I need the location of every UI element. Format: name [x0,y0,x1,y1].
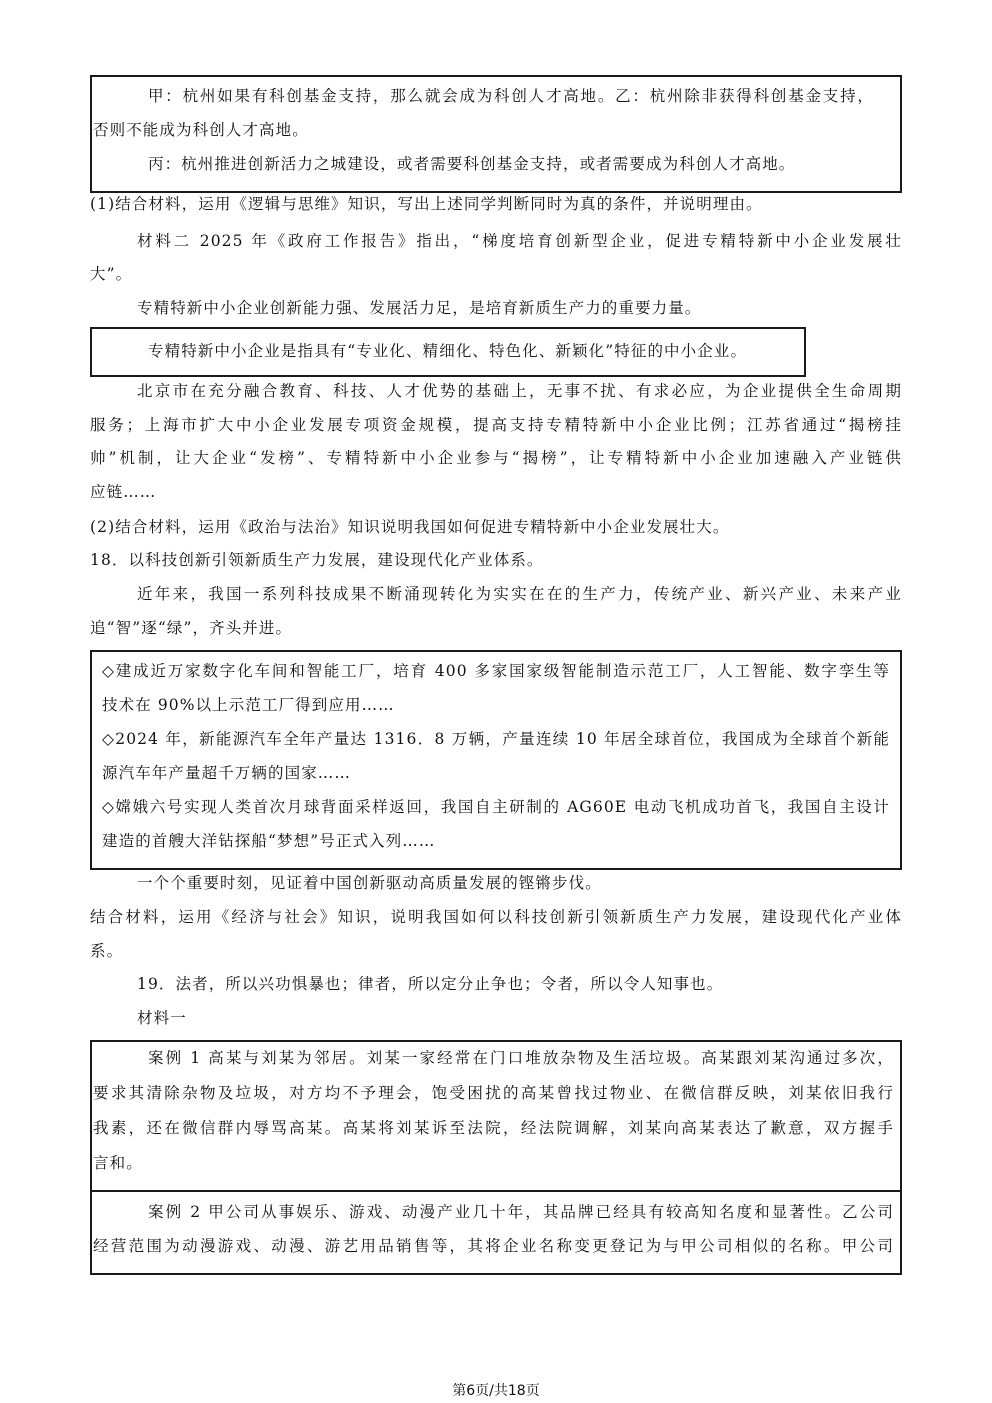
box-line: 丙：杭州推进创新活力之城建设，或者需要科创基金支持，或者需要成为科创人才高地。 [148,155,796,173]
question-18-intro: 近年来，我国一系列科技成果不断涌现转化为实实在在的生产力，传统产业、新兴产业、未来产业 [137,585,902,603]
case-2-text: 经营范围为动漫游戏、动漫、游艺用品销售等，其将企业名称变更登记为与甲公司相似的名称。甲公司 [93,1237,894,1255]
question-18-text: 系。 [90,942,124,960]
material-2-line: 大”。 [90,265,133,283]
material-2-para: 北京市在充分融合教育、科技、人才优势的基础上，无事不扰、有求必应，为企业提供全生命周期 [137,382,902,400]
material-2-line: 材料二 2025 年《政府工作报告》指出，“梯度培育创新型企业，促进专精特新中小企业发展壮 [137,232,902,250]
box-line: 否则不能成为科创人才高地。 [93,121,309,139]
case-1-text: 我素，还在微信群内辱骂高某。高某将刘某诉至法院，经法院调解，刘某向高某表达了歉意，双方握手 [93,1119,894,1137]
material-2-para: 帅”机制，让大企业“发榜”、专精特新中小企业参与“揭榜”，让专精特新中小企业加速融入产业链供 [90,449,902,467]
question-17-1: (1)结合材料，运用《逻辑与思维》知识，写出上述同学判断同时为真的条件，并说明理由。 [90,195,763,213]
case-1-text: 案例 1 高某与刘某为邻居。刘某一家经常在门口堆放杂物及生活垃圾。高某跟刘某沟通过多次， [148,1049,894,1067]
material-2-para: 服务；上海市扩大中小企业发展专项资金规模，提高支持专精特新中小企业比例；江苏省通过“揭榜挂 [90,416,902,434]
definition-text: 专精特新中小企业是指具有“专业化、精细化、特色化、新颖化”特征的中小企业。 [148,342,748,360]
box-line: 甲：杭州如果有科创基金支持，那么就会成为科创人才高地。乙：杭州除非获得科创基金支持， [148,87,874,105]
question-17-2: (2)结合材料，运用《政治与法治》知识说明我国如何促进专精特新中小企业发展壮大。 [90,518,730,536]
achievements-box [90,650,902,870]
material-box-judgments [90,75,902,193]
definition-box [90,327,806,377]
achievement-item: ◇建成近万家数字化车间和智能工厂，培育 400 多家国家级智能制造示范工厂，人工智能、数字孪生等 [102,662,890,680]
case-2-text: 案例 2 甲公司从事娱乐、游戏、动漫产业几十年，其品牌已经具有较高知名度和显著性。乙公司 [148,1203,894,1221]
question-19-title: 19．法者，所以兴功惧暴也；律者，所以定分止争也；令者，所以令人知事也。 [137,975,724,993]
material-2-para: 应链…… [90,483,157,501]
question-18-title: 18．以科技创新引领新质生产力发展，建设现代化产业体系。 [90,551,544,569]
achievement-item: 源汽车年产量超千万辆的国家…… [102,764,352,782]
material-2-line: 专精特新中小企业创新能力强、发展活力足，是培育新质生产力的重要力量。 [137,299,702,317]
case-1-text: 言和。 [93,1154,143,1172]
achievement-item: 技术在 90%以上示范工厂得到应用…… [102,696,395,714]
achievement-item: ◇嫦娥六号实现人类首次月球背面采样返回，我国自主研制的 AG60E 电动飞机成功首飞，我国自主设计 [102,798,890,816]
question-19-material-label: 材料一 [137,1009,187,1027]
case-divider [92,1190,900,1192]
question-18-intro: 追“智”逐“绿”，齐头并进。 [90,619,293,637]
achievement-item: ◇2024 年，新能源汽车全年产量达 1316．8 万辆，产量连续 10 年居全球首位，我国成为全球首个新能 [102,730,890,748]
question-18-text: 结合材料，运用《经济与社会》知识，说明我国如何以科技创新引领新质生产力发展，建设现代化产业体 [90,908,902,926]
cases-box [90,1040,902,1275]
case-1-text: 要求其清除杂物及垃圾，对方均不予理会，饱受困扰的高某曾找过物业、在微信群反映，刘某依旧我行 [93,1084,894,1102]
question-18-text: 一个个重要时刻，见证着中国创新驱动高质量发展的铿锵步伐。 [137,874,602,892]
page-number: 第6页/共18页 [452,1383,540,1399]
achievement-item: 建造的首艘大洋钻探船“梦想”号正式入列…… [102,832,436,850]
